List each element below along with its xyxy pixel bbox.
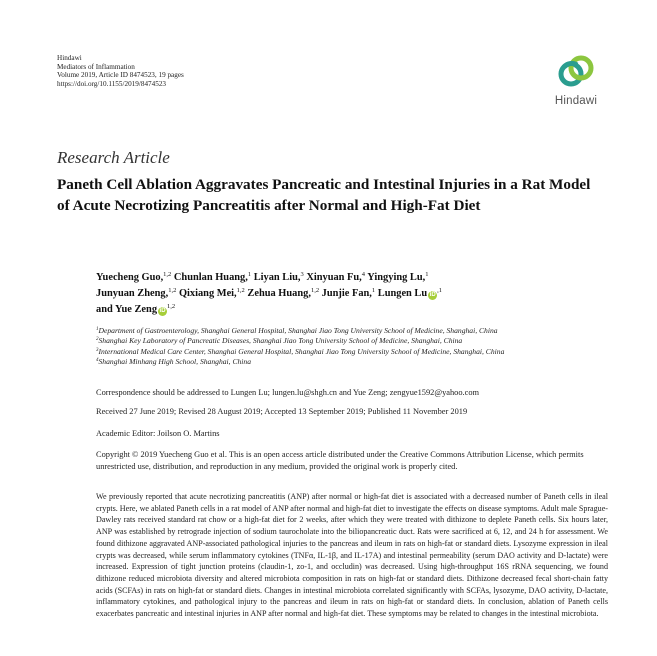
hindawi-logo [540, 54, 612, 110]
affiliation-line [96, 336, 616, 346]
affiliation-sup: 2 [96, 337, 99, 343]
author-name: Qixiang Mei, [178, 288, 237, 300]
author-list [96, 270, 566, 319]
author-name: Yingying Lu, [367, 272, 426, 283]
academic-editor: Academic Editor: Joilson O. Martins [96, 429, 220, 438]
author-name: Yuecheng Guo, [96, 272, 164, 283]
affiliation-sup: 4 [96, 357, 99, 363]
orcid-icon[interactable]: iD [159, 308, 166, 315]
abstract: We previously reported that acute necrotizing pancreatitis (ANP) after normal or high-fat diet is associated with a decreased number of Paneth cells in ileal crypts. Here, we ablated Paneth cells in a rat model of ANP after normal and high-fat diet to investigate the effects on disease symptoms. Adult male Sprague-Dawley rats received standard rat chow or a high-fat diet for 2 weeks, after which they were treated with dithizone to deplete Paneth cells. Six hours later, ANP was established by retrograde injection of sodium taurocholate into the biliopancreatic duct. Rats were sacrificed at 6, 12, and 24 h for assessment. We found dithizone aggravated ANP-associated pathological injuries to the pancreas and ileum in rats on high-fat or standard diets. Lysozyme expression in ileal crypts was decreased, while serum inflammatory cytokines (TNFα, IL-1β, and IL-17A) and intestinal permeability (serum DAO activity and D-lactate) were increased. Expression of tight junction proteins (claudin-1, zo-1, and occludin) was decreased. Using high-throughput 16S rRNA sequencing, we found dithizone reduced microbiota diversity and altered microbiota composition in rats on high-fat or standard diets. Dithizone decreased fecal short-chain fatty acids (SCFAs) in rats on high-fat or standard diets. Changes in intestinal microbiota correlated significantly with SCFAs, lysozyme, DAO activity, D-lactate, inflammatory cytokines, and pathological injury to the pancreas and ileum in rats on high-fat or standard diets. In conclusion, ablation of Paneth cells exacerbates pancreatic and intestinal injuries in ANP after normal and high-fat diet. These symptoms may be related to changes in the intestinal microbiota. [96, 492, 608, 619]
affiliation-line [96, 326, 616, 336]
author-affiliation-sup: 1 [247, 271, 252, 278]
hindawi-logo-icon [556, 54, 596, 90]
author-name: Chunlan Huang, [173, 272, 248, 283]
affiliation-text: Shanghai Key Laboratory of Pancreatic Diseases, Shanghai Jiao Tong University School of Medicine, Shanghai, China [98, 336, 463, 346]
affiliation-text: International Medical Care Center, Shanghai General Hospital, Shanghai Jiao Tong University School of Medicine, Shanghai, China [98, 346, 505, 356]
journal-info [57, 54, 184, 88]
author-affiliation-sup: 3 [300, 271, 304, 278]
author-affiliation-sup: 1,2 [163, 271, 172, 278]
affiliations [96, 326, 616, 367]
author-name: Xinyuan Fu, [306, 272, 362, 283]
volume-line: Volume 2019, Article ID 8474523, 19 pages [57, 71, 184, 80]
affiliation-text: Shanghai Minhang High School, Shanghai, China [98, 356, 252, 366]
author-affiliation-sup: 1,2 [167, 303, 176, 311]
affiliation-sup: 3 [96, 347, 99, 353]
author-affiliation-sup: 4 [361, 271, 366, 278]
author-affiliation-sup: 1 [371, 287, 376, 295]
journal-name: Mediators of Inflammation [57, 62, 135, 71]
doi-link[interactable]: https://doi.org/10.1155/2019/8474523 [57, 79, 167, 88]
affiliation-sup: 1 [96, 327, 99, 332]
correspondence: Correspondence should be addressed to Lungen Lu; lungen.lu@shgh.cn and Yue Zeng; zengyue1592@yahoo.com [96, 388, 480, 397]
article-title: Paneth Cell Ablation Aggravates Pancreatic and Intestinal Injuries in a Rat Model of Acute Necrotizing Pancreatitis after Normal and High-Fat Diet [57, 176, 591, 214]
author-affiliation-sup: 1,2 [168, 287, 177, 295]
article-type: Research Article [57, 148, 170, 167]
affiliation-line [96, 347, 616, 357]
article-dates: Received 27 June 2019; Revised 28 August 2019; Accepted 13 September 2019; Published 11 November 2019 [96, 407, 468, 416]
hindawi-logo-text: Hindawi [554, 95, 598, 107]
author-affiliation-sup: 1,2 [236, 287, 245, 295]
author-name: Junjie Fan, [321, 288, 372, 300]
publisher-name: Hindawi [57, 54, 82, 62]
author-name: and Yue Zeng [96, 304, 158, 316]
author-affiliation-sup: ,1 [437, 287, 443, 295]
author-affiliation-sup: 1,2 [310, 287, 320, 295]
affiliation-line [96, 357, 616, 367]
orcid-icon[interactable]: iD [429, 292, 436, 299]
author-name: Liyan Liu, [253, 272, 301, 283]
author-name: Lungen Lu [377, 288, 428, 300]
copyright-notice: Copyright © 2019 Yuecheng Guo et al. This is an open access article distributed under the Creative Commons Attribution License, which permits unrestricted use, distribution, and reproduction in any medium, provided the original work is properly cited. [96, 450, 584, 471]
author-name: Zehua Huang, [247, 288, 311, 300]
author-name: Junyuan Zheng, [96, 288, 169, 300]
affiliation-text: Department of Gastroenterology, Shanghai General Hospital, Shanghai Jiao Tong University School of Medicine, Shanghai, China [98, 326, 498, 335]
author-affiliation-sup: 1 [425, 271, 429, 278]
